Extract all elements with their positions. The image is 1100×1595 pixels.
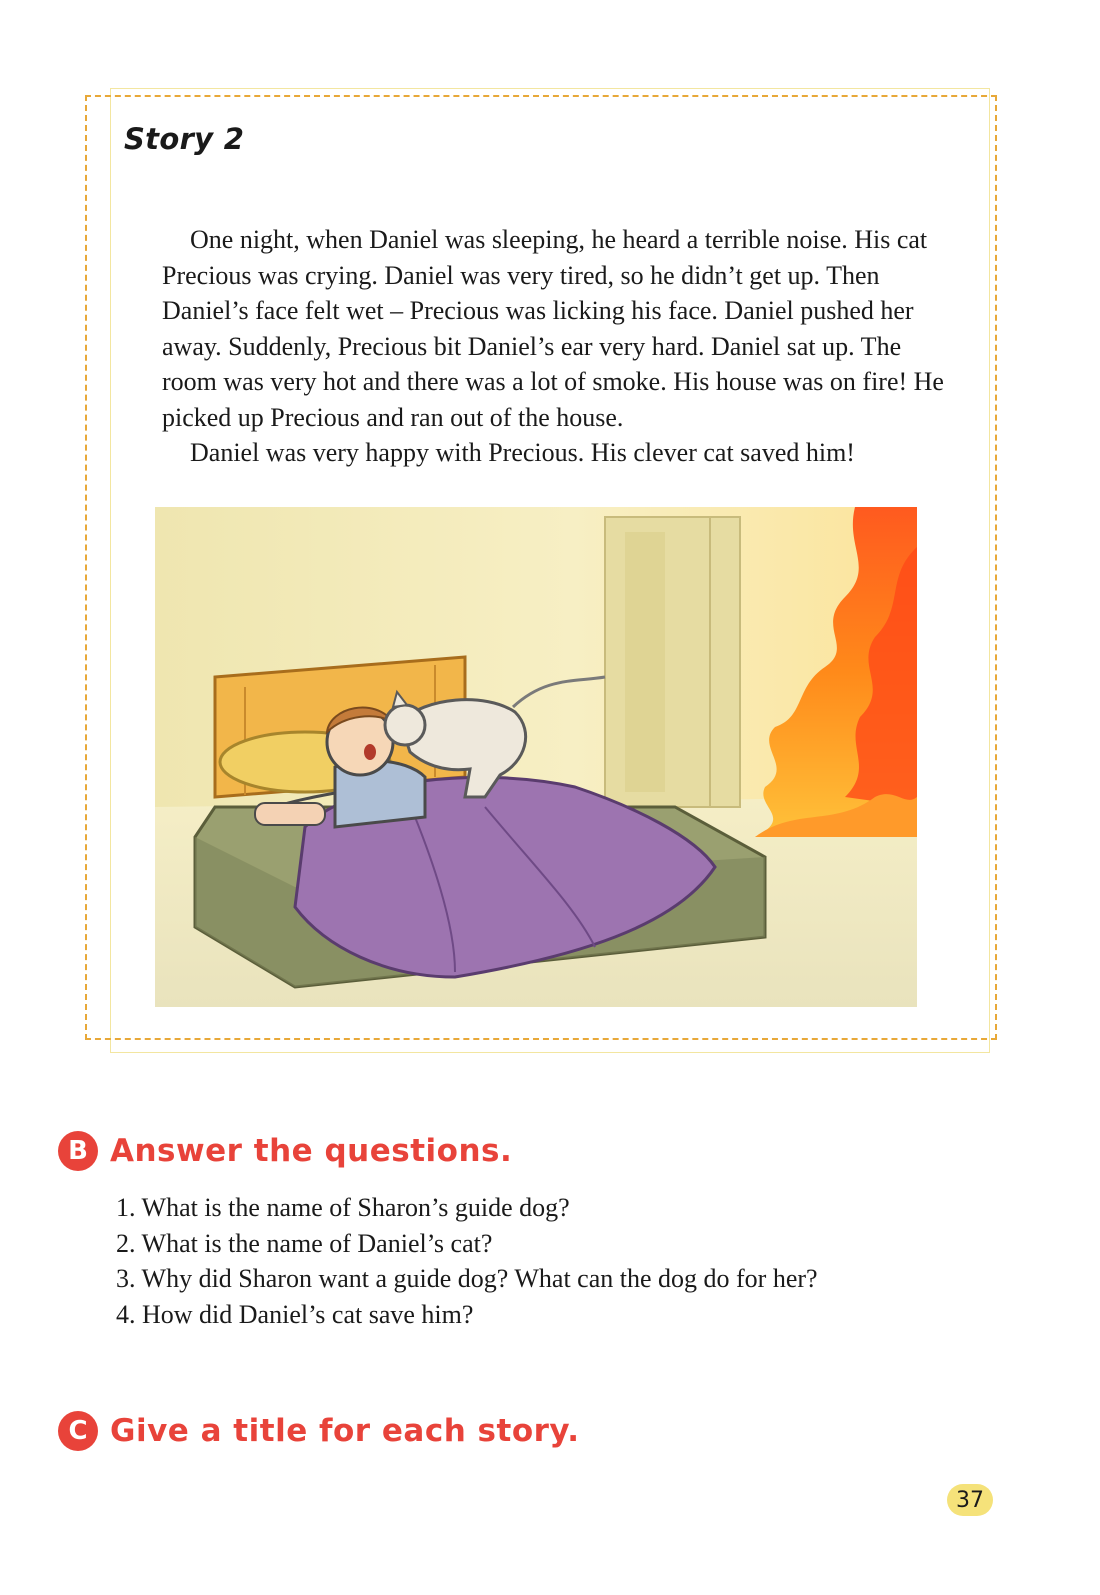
story-paragraph-1: One night, when Daniel was sleeping, he heard a terrible noise. His cat Precious was crying. Daniel was very tired, so he didn’t get up. Then Daniel’s face felt wet – Precious was licking his face. Daniel pushed her away. Suddenly, Precious bit Daniel’s ear very hard. Daniel sat up. The room was very hot and there was a lot of smoke. His house was on fire! He picked up Precious and ran out of the house.: [162, 225, 944, 432]
section-c-heading: Give a title for each story.: [110, 1413, 580, 1449]
story-title: Story 2: [124, 122, 245, 156]
question-list: [116, 1190, 818, 1332]
section-b-heading: Answer the questions.: [110, 1133, 513, 1169]
question-item: 1. What is the name of Sharon’s guide dog?: [116, 1193, 570, 1222]
story-paragraph-2: Daniel was very happy with Precious. His clever cat saved him!: [190, 438, 855, 467]
question-item: 3. Why did Sharon want a guide dog? What can the dog do for her?: [116, 1264, 818, 1293]
section-b-badge: B: [58, 1131, 98, 1171]
section-c-badge: C: [58, 1411, 98, 1451]
question-item: 4. How did Daniel’s cat save him?: [116, 1299, 474, 1329]
question-item: 2. What is the name of Daniel’s cat?: [116, 1228, 493, 1258]
story-illustration: [155, 507, 917, 1007]
section-c: [58, 1411, 580, 1451]
section-b: [58, 1131, 512, 1171]
story-text: [162, 222, 952, 471]
page-number: 37: [947, 1484, 993, 1516]
